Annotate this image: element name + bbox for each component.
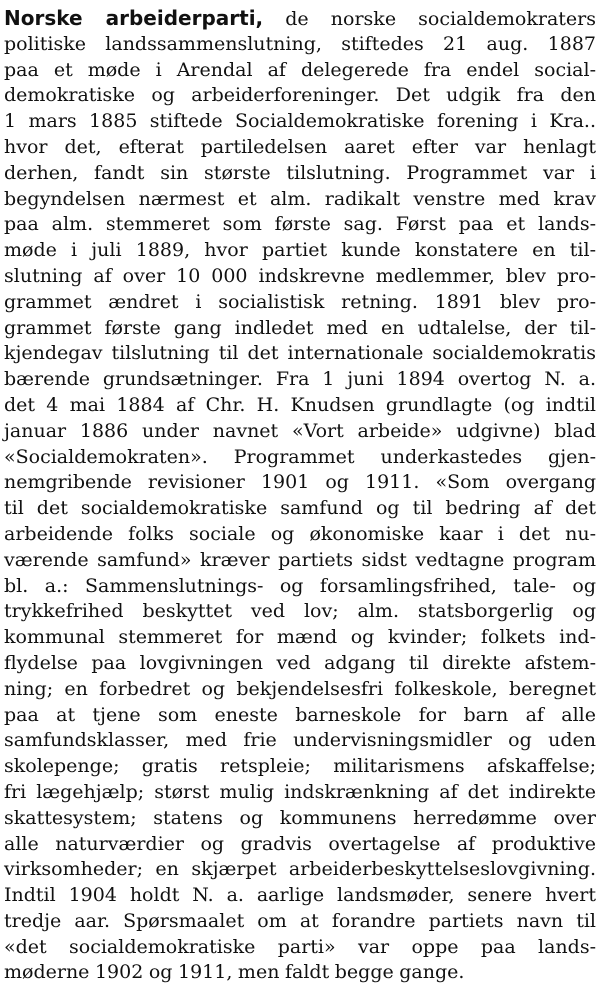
article-line: grammet første gang indledet med en udtalelse, der til- [4, 316, 596, 339]
article-line: hvor det, efterat partiledelsen aaret efter var henlagt [4, 135, 596, 158]
article-line: politiske landssammenslutning, stiftedes 21 aug. 1887 [4, 32, 596, 55]
article-line-1-text: de norske socialdemokraters [263, 8, 596, 30]
article-line: kjendegav tilslutning til det internationale socialdemokratis [4, 342, 596, 365]
article-line: samfundsklasser, med frie undervisningsmidler og uden [4, 729, 596, 752]
article-line: paa et møde i Arendal af delegerede fra endel social- [4, 58, 596, 81]
article-line: 1 mars 1885 stiftede Socialdemokratiske forening i Kra.. [4, 110, 596, 133]
article-line: demokratiske og arbeiderforeninger. Det udgik fra den [4, 84, 596, 107]
article-line: januar 1886 under navnet «Vort arbeide» udgivne) blad [4, 419, 596, 442]
article-line: skattesystem; statens og kommunens herredømme over [4, 806, 596, 829]
article-line: virksomheder; en skjærpet arbeiderbeskyttelseslovgivning. [4, 858, 596, 881]
article-line: bl. a.: Sammenslutnings- og forsamlingsfrihed, tale- og [4, 574, 596, 597]
article-line: fri lægehjælp; størst mulig indskrænkning af det indirekte [4, 780, 596, 803]
article-line: «Socialdemokraten». Programmet underkastedes gjen- [4, 445, 596, 468]
article-line: paa at tjene som eneste barneskole for barn af alle [4, 703, 596, 726]
article-headword: Norske arbeiderparti, [4, 6, 264, 30]
article-line: paa alm. stemmeret som første sag. Først paa et lands- [4, 213, 596, 236]
encyclopedia-article [4, 6, 596, 986]
article-line: tredje aar. Spørsmaalet om at forandre partiets navn til [4, 909, 596, 932]
article-line: værende samfund» kræver partiets sidst vedtagne program [4, 548, 596, 571]
article-line: møderne 1902 og 1911, men faldt begge gange. [4, 961, 465, 984]
article-line: ning; en forbedret og bekjendelsesfri folkeskole, beregnet [4, 677, 596, 700]
article-line: til det socialdemokratiske samfund og til bedring af det [4, 497, 596, 520]
article-line: kommunal stemmeret for mænd og kvinder; folkets ind- [4, 626, 596, 649]
article-line: skolepenge; gratis retspleie; militarismens afskaffelse; [4, 755, 596, 778]
article-line: Indtil 1904 holdt N. a. aarlige landsmøder, senere hvert [4, 884, 596, 907]
article-line-1 [4, 6, 596, 32]
article-line: «det socialdemokratiske parti» var oppe paa lands- [4, 935, 596, 958]
article-line: møde i juli 1889, hvor partiet kunde konstatere en til- [4, 239, 596, 262]
article-line: grammet ændret i socialistisk retning. 1891 blev pro- [4, 290, 596, 313]
article-line: flydelse paa lovgivningen ved adgang til direkte afstem- [4, 651, 596, 674]
article-line: derhen, fandt sin største tilslutning. Programmet var i [4, 161, 596, 184]
article-line: slutning af over 10 000 indskrevne medlemmer, blev pro- [4, 264, 596, 287]
article-line: alle naturværdier og gradvis overtagelse af produktive [4, 832, 596, 855]
article-line: bærende grundsætninger. Fra 1 juni 1894 overtog N. a. [4, 368, 596, 391]
article-line: arbeidende folks sociale og økonomiske kaar i det nu- [4, 522, 596, 545]
article-line: trykkefrihed beskyttet ved lov; alm. statsborgerlig og [4, 600, 596, 623]
article-line: nemgribende revisioner 1901 og 1911. «Som overgang [4, 471, 596, 494]
article-line: det 4 mai 1884 af Chr. H. Knudsen grundlagte (og indtil [4, 393, 596, 416]
article-line: begyndelsen nærmest et alm. radikalt venstre med krav [4, 187, 596, 210]
